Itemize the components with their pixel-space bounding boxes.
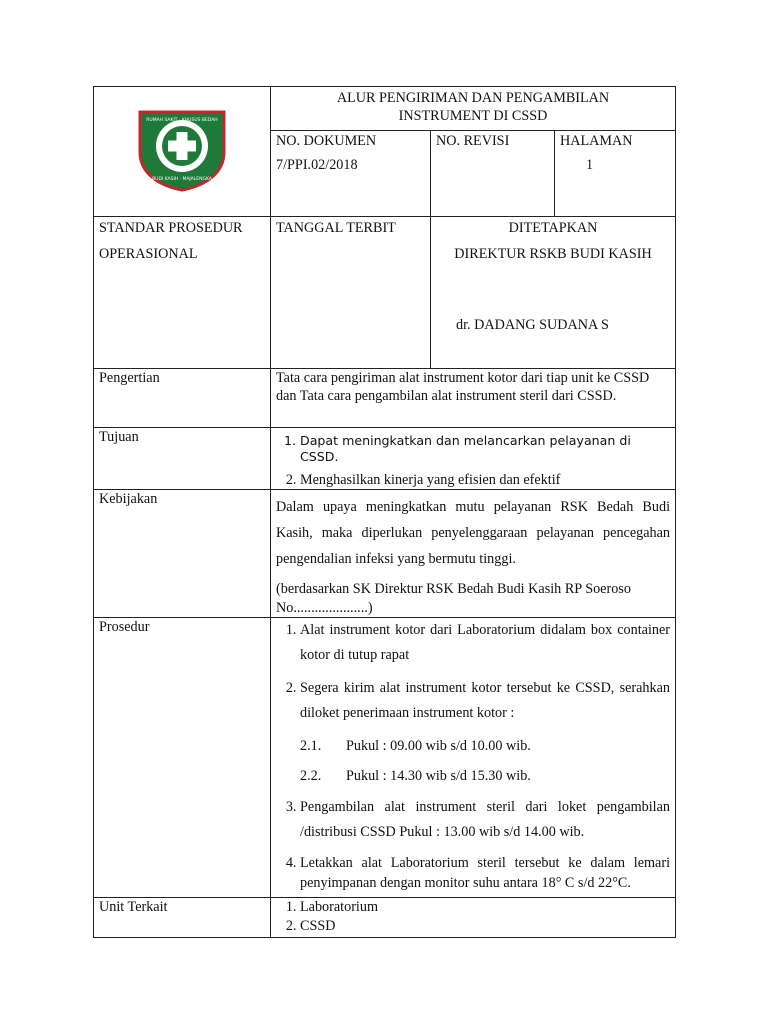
page-label: HALAMAN xyxy=(560,133,633,149)
prosedur-label: Prosedur xyxy=(94,618,271,898)
procedure-substep: 2.2. Pukul : 14.30 wib s/d 15.30 wib. xyxy=(300,767,531,784)
pengertian-text: Tata cara pengiriman alat instrument kotor dari tiap unit ke CSSD dan Tata cara pengambilan alat instrument steril dari CSSD. xyxy=(271,369,676,428)
logo-text-bottom: BUDI KASIH · MAJALENGKA xyxy=(152,176,212,182)
procedure-substep: 2.1. Pukul : 09.00 wib s/d 10.00 wib. xyxy=(300,738,531,755)
approver-title: DIREKTUR RSKB BUDI KASIH xyxy=(454,246,652,263)
document-title: ALUR PENGIRIMAN DAN PENGAMBILAN INSTRUMENT DI CSSD xyxy=(271,87,676,131)
unit-terkait-cell xyxy=(271,898,676,938)
logo-text-top: RUMAH SAKIT · KHUSUS BEDAH xyxy=(146,117,218,123)
list-item: 2. Menghasilkan kinerja yang efisien dan efektif xyxy=(300,471,670,489)
page-cell xyxy=(555,131,676,217)
list-item: 1. Laboratorium xyxy=(300,898,670,916)
document-number-label: NO. DOKUMEN xyxy=(276,133,377,149)
procedure-step: 3. Pengambilan alat instrument steril dari loket pengambilan /distribusi CSSD Pukul : 13.00 wib s/d 14.00 wib. xyxy=(300,795,670,845)
list-item: 2. CSSD xyxy=(300,917,670,935)
unit-terkait-label: Unit Terkait xyxy=(94,898,271,938)
kebijakan-reference: (berdasarkan SK Direktur RSK Bedah Budi Kasih RP Soeroso No.....................) xyxy=(276,581,631,616)
sop-document xyxy=(93,86,675,938)
procedure-step: 4. Letakkan alat Laboratorium steril tersebut ke dalam lemari penyimpanan dengan monitor suhu antara 18° C s/d 22°C. xyxy=(300,853,670,893)
pengertian-label: Pengertian xyxy=(94,369,271,428)
kebijakan-text: Dalam upaya meningkatkan mutu pelayanan RSK Bedah Budi Kasih, maka diperlukan penyelenggaraan pelayanan pencegahan pengendalian infeksi yang bermutu tinggi. xyxy=(276,499,671,568)
kebijakan-cell xyxy=(271,490,676,618)
prosedur-cell xyxy=(271,618,676,898)
sop-table xyxy=(93,86,676,938)
revision-cell xyxy=(431,131,555,217)
document-number-cell xyxy=(271,131,431,217)
hospital-logo-icon xyxy=(132,106,232,192)
approval-cell xyxy=(431,217,676,369)
page-number: 1 xyxy=(586,157,594,174)
kebijakan-label: Kebijakan xyxy=(94,490,271,618)
procedure-step: 1. Alat instrument kotor dari Laboratorium didalam box container kotor di tutup rapat xyxy=(300,618,670,668)
revision-label: NO. REVISI xyxy=(436,133,510,149)
list-item: 1. Dapat meningkatkan dan melancarkan pelayanan di CSSD. xyxy=(300,433,670,466)
approved-label: DITETAPKAN xyxy=(508,220,598,236)
approver-name: dr. DADANG SUDANA S xyxy=(456,316,609,333)
document-number-value: 7/PPI.02/2018 xyxy=(276,157,358,174)
logo-cell xyxy=(94,87,271,217)
tujuan-list-cell xyxy=(271,428,676,490)
sop-label-cell: STANDAR PROSEDUR OPERASIONAL xyxy=(94,217,271,369)
issue-date-label: TANGGAL TERBIT xyxy=(276,220,396,236)
tujuan-label: Tujuan xyxy=(94,428,271,490)
issue-date-cell xyxy=(271,217,431,369)
procedure-step: 2. Segera kirim alat instrument kotor tersebut ke CSSD, serahkan diloket penerimaan instrument kotor : xyxy=(300,676,670,726)
